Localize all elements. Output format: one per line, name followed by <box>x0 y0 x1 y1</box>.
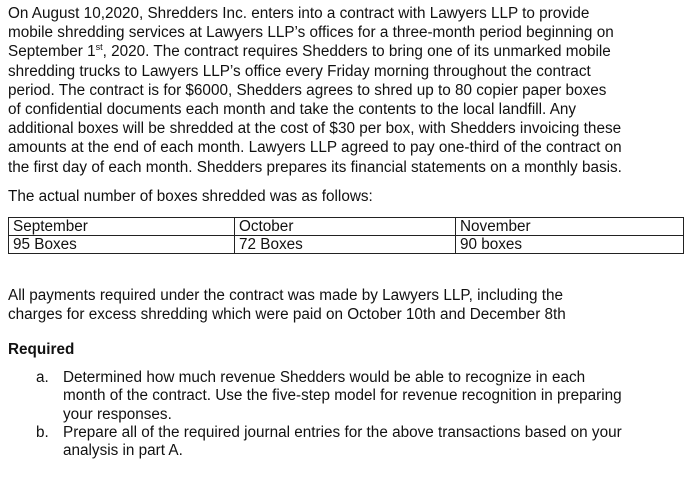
intro-line: the first day of each month. Shedders prepares its financial statements on a monthly basis. <box>8 158 622 176</box>
table-header-cell: September <box>9 217 235 235</box>
task-line: analysis in part A. <box>63 442 183 460</box>
table-cell: 72 Boxes <box>235 235 456 253</box>
task-line: your responses. <box>63 405 172 423</box>
list-marker: a. <box>36 368 49 386</box>
intro-line: mobile shredding services at Lawyers LLP’s offices for a three-month period beginning on <box>8 24 614 42</box>
intro-line: additional boxes will be shredded at the cost of $30 per box, with Shedders invoicing these <box>8 120 622 138</box>
table-lead-text: The actual number of boxes shredded was as follows: <box>8 187 373 205</box>
table-cell: 90 boxes <box>456 235 684 253</box>
table-header-row <box>9 217 684 235</box>
table-row <box>9 235 684 253</box>
payments-paragraph <box>8 286 692 324</box>
payments-line: All payments required under the contract was made by Lawyers LLP, including the <box>8 286 563 304</box>
list-item <box>8 424 692 461</box>
required-heading: Required <box>8 340 75 358</box>
intro-line: period. The contract is for $6000, Shedders agrees to shred up to 80 copier paper boxes <box>8 81 607 99</box>
intro-line: of confidential documents each month and take the contents to the local landfill. Any <box>8 101 577 119</box>
intro-line-end: , 2020. The contract requires Shedders to bring one of its unmarked mobile <box>102 43 611 61</box>
intro-line-start: September 1 <box>8 43 96 61</box>
list-item <box>8 369 692 424</box>
problem-document <box>8 4 692 461</box>
table-header-cell: November <box>456 217 684 235</box>
list-marker: b. <box>36 424 49 442</box>
intro-line: amounts at the end of each month. Lawyers LLP agreed to pay one-third of the contract on <box>8 139 622 157</box>
boxes-shredded-table <box>8 217 684 254</box>
task-line: Determined how much revenue Shedders would be able to recognize in each <box>63 368 586 386</box>
table-cell: 95 Boxes <box>9 235 235 253</box>
intro-line: shredding trucks to Lawyers LLP’s office every Friday morning throughout the contract <box>8 62 591 80</box>
intro-line <box>8 42 692 61</box>
task-line: month of the contract. Use the five-step model for revenue recognition in preparing <box>63 387 622 405</box>
payments-line: charges for excess shredding which were paid on October 10th and December 8th <box>8 305 566 323</box>
intro-paragraph <box>8 4 692 177</box>
ordinal-suffix: st <box>95 42 103 53</box>
required-task-list <box>8 369 692 461</box>
table-header-cell: October <box>235 217 456 235</box>
task-line: Prepare all of the required journal entries for the above transactions based on your <box>63 424 622 442</box>
intro-line: On August 10,2020, Shredders Inc. enters into a contract with Lawyers LLP to provide <box>8 5 590 22</box>
